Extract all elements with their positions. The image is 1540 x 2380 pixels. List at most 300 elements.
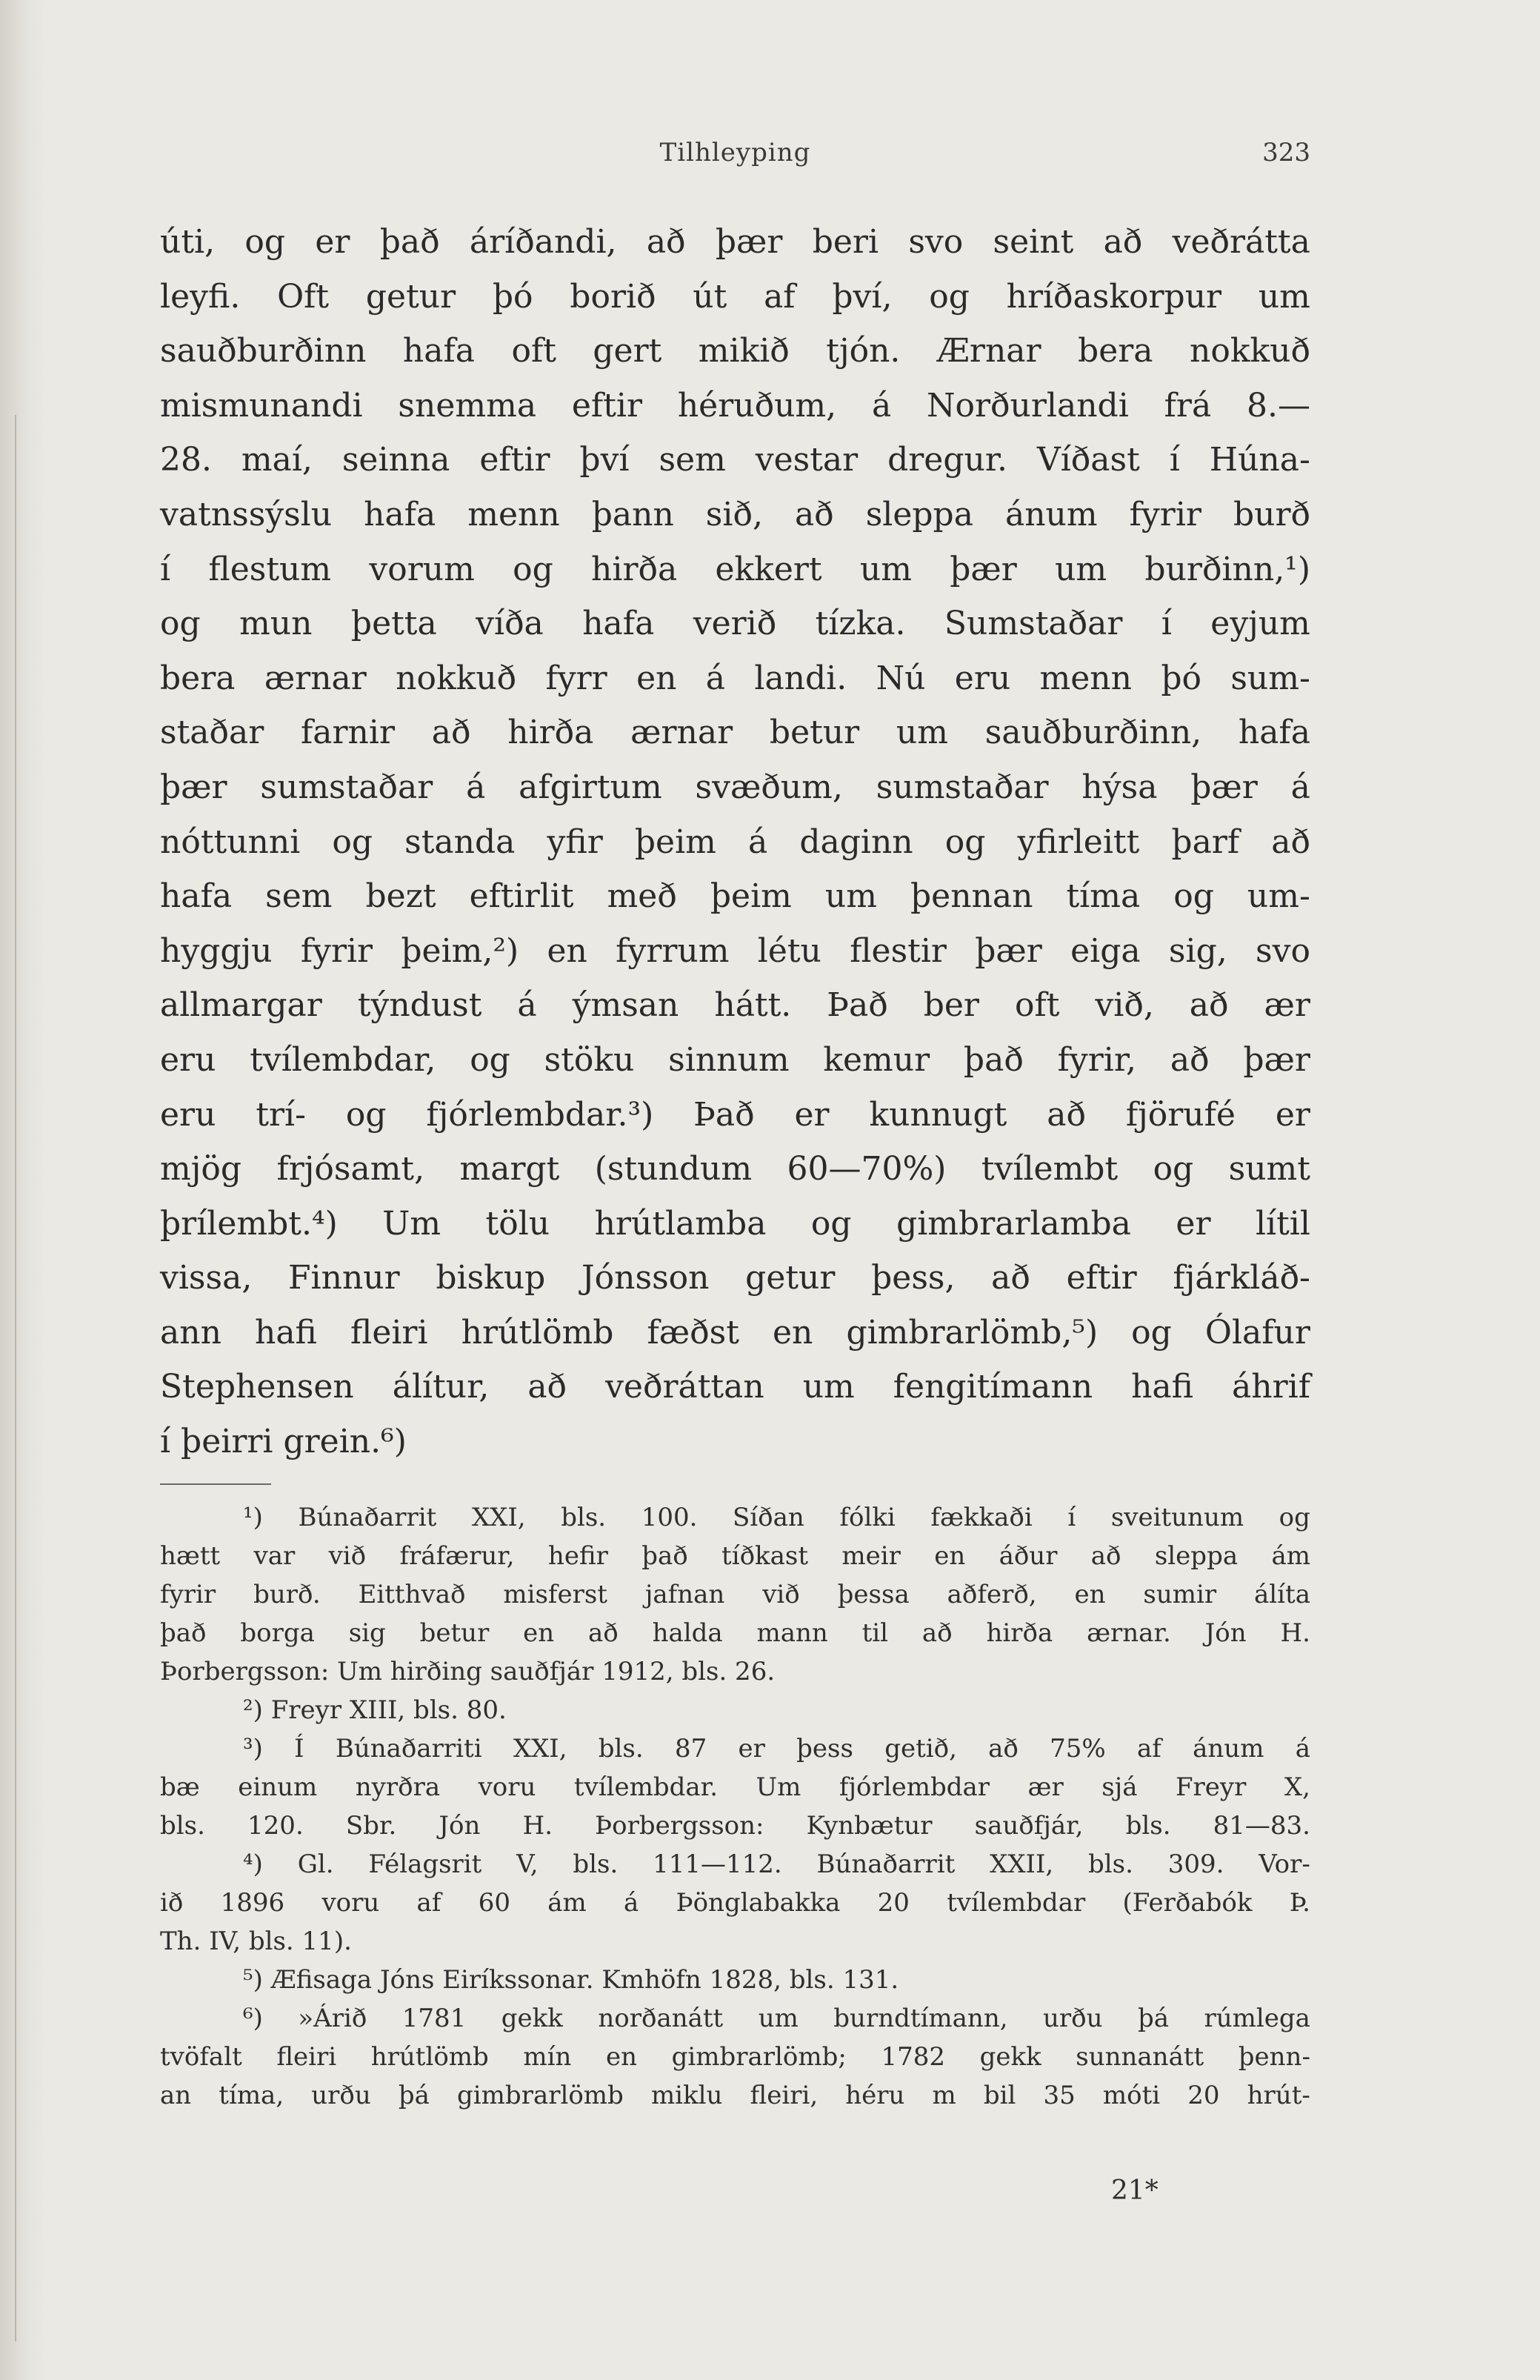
word: 35 — [1043, 2081, 1076, 2110]
word: hríðaskorpur — [1006, 277, 1222, 316]
word: að — [991, 1259, 1030, 1297]
word: nyrðra — [355, 1772, 441, 1802]
word: fjörufé — [1125, 1095, 1236, 1134]
word: en — [606, 2042, 638, 2072]
word: 1781 — [401, 2004, 467, 2033]
word: víða — [476, 605, 544, 643]
word: tvílembdar, — [250, 1040, 436, 1079]
word: veðráttan — [605, 1368, 764, 1406]
word: að — [794, 495, 834, 533]
word: að — [1271, 822, 1310, 861]
word: bil — [983, 2081, 1016, 2110]
word: flestir — [850, 931, 947, 970]
word: fyrrum — [616, 931, 730, 970]
word: 75% — [1050, 1734, 1106, 1764]
word: dregur. — [887, 441, 1008, 479]
body-line — [160, 270, 1310, 325]
word: og — [944, 822, 986, 861]
word: til — [861, 1618, 889, 1648]
word: þá — [398, 2081, 430, 2110]
word: álítur, — [392, 1368, 490, 1406]
word: eftir — [571, 386, 643, 425]
word: út — [693, 277, 727, 316]
word: en — [547, 931, 587, 970]
footnotes — [160, 1498, 1310, 2115]
word: ær — [1027, 1772, 1064, 1802]
word: frá — [1164, 386, 1212, 425]
word: hafa — [402, 332, 475, 370]
word: Sbr. — [345, 1811, 397, 1841]
word: getið, — [884, 1734, 957, 1764]
page-header — [160, 138, 1310, 182]
word: jafnan — [644, 1580, 725, 1609]
word: gimbrarlömb — [457, 2081, 624, 2110]
page-number: 323 — [1262, 138, 1310, 167]
word: ⁴) — [243, 1849, 263, 1879]
word: 28. — [160, 441, 212, 479]
word: þá — [1138, 2004, 1170, 2033]
word: ann — [160, 1313, 221, 1352]
word: nóttunni — [160, 822, 301, 861]
footnote-line: Þorbergsson: Um hirðing sauðfjár 1912, bls. 26. — [160, 1657, 776, 1686]
word: XXI, — [513, 1734, 567, 1764]
word: tvílembdar — [947, 1888, 1086, 1918]
word: mjög — [160, 1150, 242, 1189]
word: XXII, — [990, 1849, 1054, 1879]
word: biskup — [436, 1259, 546, 1297]
footnote-line — [160, 1845, 1310, 1884]
word: en — [1074, 1580, 1106, 1609]
word: eiga — [1070, 931, 1141, 970]
word: með — [607, 877, 677, 916]
word: um — [859, 550, 912, 588]
word: og — [470, 1040, 510, 1079]
word: að — [921, 1618, 953, 1648]
word: 1782 — [881, 2042, 945, 2072]
footnote-line — [160, 1999, 1310, 2038]
footnote-line — [160, 1768, 1310, 1806]
footnote-line: Th. IV, bls. 11). — [160, 1927, 352, 1956]
word: tíma — [1066, 877, 1141, 916]
word: ærnar. — [1087, 1618, 1171, 1648]
word: sig, — [1168, 931, 1227, 970]
word: og — [513, 550, 553, 588]
word: veðrátta — [1172, 223, 1310, 261]
word: 8.— — [1247, 386, 1310, 425]
word: bls. — [1088, 1849, 1133, 1879]
word: verið — [693, 605, 777, 643]
body-line — [160, 1360, 1310, 1415]
word: Oft — [277, 277, 330, 316]
word: Búnaðarrit — [298, 1503, 437, 1532]
word: hafa — [582, 605, 655, 643]
word: týndust — [357, 986, 482, 1025]
word: hirða — [591, 550, 678, 588]
word: Það — [827, 986, 888, 1025]
body-line — [160, 433, 1310, 488]
word: Jón — [439, 1811, 481, 1841]
word: Norðurlandi — [927, 386, 1129, 425]
word: V, — [516, 1849, 539, 1879]
word: þeim,²) — [401, 931, 519, 970]
word: var — [253, 1541, 296, 1571]
word: daginn — [799, 822, 913, 861]
word: tvöfalt — [160, 2042, 242, 2072]
word: fleiri, — [750, 2081, 819, 2110]
word: burð. — [253, 1580, 321, 1609]
word: að — [646, 223, 686, 261]
word: burðinn,¹) — [1144, 550, 1310, 588]
word: meir — [841, 1541, 901, 1571]
word: að — [588, 1618, 619, 1648]
word: eyjum — [1210, 605, 1310, 643]
word: að — [1103, 223, 1143, 261]
word: en — [523, 1618, 555, 1648]
word: burð — [1233, 495, 1310, 533]
word: um — [802, 1368, 855, 1406]
word: ýmsan — [572, 986, 679, 1025]
word: móti — [1102, 2081, 1161, 2110]
word: þarf — [1171, 822, 1240, 861]
word: og — [1279, 1503, 1310, 1532]
word: þennan — [910, 877, 1033, 916]
word: ið — [160, 1888, 184, 1918]
word: gert — [593, 332, 662, 370]
word: hýsa — [1081, 768, 1158, 806]
word: á — [517, 986, 537, 1025]
word: standa — [404, 822, 516, 861]
word: er — [1275, 1095, 1310, 1134]
word: bls. — [160, 1811, 205, 1841]
word: álíta — [1254, 1580, 1310, 1609]
word: svo — [1256, 931, 1310, 970]
word: Víðast — [1036, 441, 1140, 479]
word: beri — [812, 223, 879, 261]
word: mismunandi — [160, 386, 363, 425]
word: og — [810, 1204, 852, 1243]
word: svæðum, — [695, 768, 843, 806]
word: 100. — [641, 1503, 698, 1532]
word: ekkert — [715, 550, 822, 588]
word: misferst — [503, 1580, 607, 1609]
word: áhrif — [1232, 1368, 1310, 1406]
word: Ærnar — [936, 332, 1041, 370]
word: í — [1067, 1503, 1076, 1532]
word: Síðan — [732, 1503, 804, 1532]
word: af — [416, 1888, 441, 1918]
word: þær — [975, 931, 1042, 970]
word: borið — [570, 277, 656, 316]
word: vestar — [755, 441, 859, 479]
word: það — [963, 1040, 1024, 1079]
word: um — [758, 2004, 799, 2033]
word: fjórlembdar.³) — [426, 1095, 654, 1134]
word: sum- — [1230, 659, 1310, 697]
word: ærnar — [264, 659, 367, 697]
word: og — [1173, 877, 1214, 916]
word: á — [1295, 1734, 1310, 1764]
body-line — [160, 324, 1310, 379]
word: Vor- — [1259, 1849, 1310, 1879]
word: að — [527, 1368, 567, 1406]
word: kunnugt — [869, 1095, 1007, 1134]
word: Þ. — [1289, 1888, 1310, 1918]
word: hrútlömb — [461, 1313, 614, 1352]
word: hrút- — [1247, 2081, 1310, 2110]
body-line — [160, 1033, 1310, 1088]
word: er — [794, 1095, 830, 1134]
word: og — [345, 1095, 387, 1134]
word: þær — [715, 223, 783, 261]
word: mín — [523, 2042, 572, 2072]
word: getur — [365, 277, 456, 316]
word: trí- — [256, 1095, 306, 1134]
word: eftir — [479, 441, 550, 479]
word: tvílembt — [981, 1150, 1119, 1189]
footnote-line — [160, 1498, 1310, 1537]
word: sinnum — [668, 1040, 790, 1079]
word: því — [579, 441, 630, 479]
word: tjón. — [826, 332, 901, 370]
word: hafi — [1131, 1368, 1193, 1406]
word: bera — [160, 659, 236, 697]
word: fyrir, — [1057, 1040, 1137, 1079]
word: snemma — [398, 386, 537, 425]
word: Þönglabakka — [676, 1888, 841, 1918]
word: betur — [419, 1618, 490, 1648]
word: oft — [511, 332, 556, 370]
word: gekk — [501, 2004, 563, 2033]
word: þær — [160, 768, 227, 806]
word: hyggju — [160, 931, 273, 970]
word: m — [932, 2081, 956, 2110]
body-line — [160, 488, 1310, 542]
word: burndtímann, — [833, 2004, 1008, 2033]
word: sunnanátt — [1076, 2042, 1204, 2072]
word: ám — [1271, 1541, 1310, 1571]
word: mikið — [698, 332, 790, 370]
word: rúmlega — [1204, 2004, 1310, 2033]
footnote-line: ⁵) Æfisaga Jóns Eiríkssonar. Kmhöfn 1828, bls. 131. — [243, 1965, 899, 1995]
word: frjósamt, — [276, 1150, 425, 1189]
page-binding-edge — [15, 415, 16, 2341]
word: getur — [745, 1259, 836, 1297]
word: sumt — [1228, 1150, 1310, 1189]
word: 20 — [1187, 2081, 1220, 2110]
word: 120. — [247, 1811, 304, 1841]
word: að — [1090, 1541, 1121, 1571]
word: tölu — [485, 1204, 550, 1243]
word: sleppa — [1154, 1541, 1239, 1571]
word: áður — [999, 1541, 1058, 1571]
word: hafa — [1238, 714, 1310, 752]
word: bera — [1078, 332, 1153, 370]
word: úti, — [160, 223, 216, 261]
word: eru — [160, 1040, 216, 1079]
word: eru — [160, 1095, 216, 1134]
word: um — [896, 714, 948, 752]
word: er — [315, 223, 350, 261]
word: margt — [459, 1150, 560, 1189]
word: áríðandi, — [469, 223, 617, 261]
body-line — [160, 815, 1310, 870]
body-text — [160, 215, 1310, 1469]
word: ánum — [1193, 1734, 1264, 1764]
word: þess — [796, 1734, 853, 1764]
word: Ólafur — [1204, 1313, 1310, 1352]
word: 111—112. — [653, 1849, 782, 1879]
word: fyrir — [1129, 495, 1201, 533]
word: og — [244, 223, 286, 261]
word: 81—83. — [1213, 1811, 1310, 1841]
word: við — [328, 1541, 367, 1571]
word: á — [871, 386, 892, 425]
word: fólki — [839, 1503, 896, 1532]
word: mann — [756, 1618, 828, 1648]
word: 87 — [674, 1734, 707, 1764]
word: á — [1290, 768, 1310, 806]
word: gimbrarlömb; — [671, 2042, 847, 2072]
word: þetta — [350, 605, 437, 643]
page-binding-shadow — [0, 0, 44, 2380]
word: en — [934, 1541, 966, 1571]
word: þrílembt.⁴) — [160, 1204, 338, 1243]
body-line — [160, 542, 1310, 597]
word: þær — [1190, 768, 1258, 806]
word: Í — [294, 1734, 304, 1764]
word: voru — [478, 1772, 536, 1802]
word: Kynbætur — [806, 1811, 933, 1841]
word: er — [738, 1734, 765, 1764]
word: um- — [1247, 877, 1310, 916]
word: eru — [954, 659, 1011, 697]
word: Það — [693, 1095, 755, 1134]
word: bæ — [160, 1772, 200, 1802]
word: 1896 — [220, 1888, 285, 1918]
word: þessa — [837, 1580, 910, 1609]
word: tízka. — [815, 605, 906, 643]
word: stöku — [544, 1040, 635, 1079]
word: farnir — [301, 714, 395, 752]
word: miklu — [650, 2081, 723, 2110]
word: þeim — [710, 877, 792, 916]
word: sið, — [705, 495, 763, 533]
word: bezt — [365, 877, 436, 916]
footnote-line — [160, 1729, 1310, 1768]
word: héru — [845, 2081, 905, 2110]
word: eftir — [1066, 1259, 1137, 1297]
word: þó — [1161, 659, 1201, 697]
body-line — [160, 1197, 1310, 1252]
word: af — [764, 277, 796, 316]
word: ³) — [243, 1734, 263, 1764]
word: eftirlit — [469, 877, 574, 916]
word: menn — [1039, 659, 1132, 697]
word: sumstaðar — [876, 768, 1049, 806]
word: menn — [467, 495, 560, 533]
body-line — [160, 760, 1310, 815]
body-line — [160, 379, 1310, 433]
word: ærnar — [630, 714, 733, 752]
word: betur — [769, 714, 860, 752]
running-title: Tilhleyping — [659, 138, 811, 167]
word: og — [1131, 1313, 1172, 1352]
word: það — [641, 1541, 688, 1571]
word: allmargar — [160, 986, 322, 1025]
word: vissa, — [160, 1259, 253, 1297]
word: fyrir — [160, 1580, 216, 1609]
word: (Ferðabók — [1122, 1888, 1253, 1918]
footnote-line — [160, 1575, 1310, 1614]
word: kemur — [823, 1040, 930, 1079]
word: fækkaði — [930, 1503, 1033, 1532]
word: urðu — [1043, 2004, 1103, 2033]
word: Finnur — [288, 1259, 400, 1297]
word: sem — [265, 877, 333, 916]
word: sjá — [1101, 1772, 1138, 1802]
word: þenn- — [1238, 2042, 1310, 2072]
word: bls. — [1125, 1811, 1171, 1841]
word: létu — [757, 931, 821, 970]
word: um — [1055, 550, 1107, 588]
word: vatnssýslu — [160, 495, 333, 533]
word: hætt — [160, 1541, 221, 1571]
word: þær — [1243, 1040, 1310, 1079]
word: að — [988, 1734, 1019, 1764]
body-line — [160, 596, 1310, 651]
word: leyfi. — [160, 277, 241, 316]
word: bls. — [561, 1503, 607, 1532]
word: að — [1170, 1040, 1210, 1079]
body-line — [160, 651, 1310, 706]
word: fæðst — [647, 1313, 739, 1352]
body-line — [160, 869, 1310, 924]
body-line — [160, 924, 1310, 979]
word: vorum — [369, 550, 475, 588]
word: H. — [1280, 1618, 1310, 1648]
word: Búnaðarrit — [816, 1849, 956, 1879]
word: sleppa — [865, 495, 973, 533]
word: og — [332, 822, 373, 861]
word: Stephensen — [160, 1368, 354, 1406]
word: einum — [238, 1772, 318, 1802]
word: við, — [1095, 986, 1154, 1025]
word: bls. — [573, 1849, 619, 1879]
word: á — [624, 1888, 639, 1918]
word: ¹) — [243, 1503, 263, 1532]
word: á — [747, 822, 768, 861]
word: fjórlembdar — [839, 1772, 990, 1802]
word: hirða — [986, 1618, 1053, 1648]
word: á — [466, 768, 486, 806]
word: gimbrarlömb,⁵) — [846, 1313, 1099, 1352]
word: ánum — [1004, 495, 1098, 533]
word: hafi — [254, 1313, 317, 1352]
word: Félagsrit — [368, 1849, 482, 1879]
word: þess, — [871, 1259, 956, 1297]
footnote-line — [160, 1884, 1310, 1922]
body-line — [160, 978, 1310, 1033]
word: Sumstaðar — [944, 605, 1123, 643]
word: seinna — [341, 441, 450, 479]
word: Húna- — [1209, 441, 1310, 479]
word: Þorbergsson: — [595, 1811, 764, 1841]
footnote-line — [160, 1614, 1310, 1652]
word: fengitímann — [893, 1368, 1093, 1406]
word: sauðfjár, — [974, 1811, 1084, 1841]
word: yfirleitt — [1017, 822, 1140, 861]
word: er — [1176, 1204, 1211, 1243]
